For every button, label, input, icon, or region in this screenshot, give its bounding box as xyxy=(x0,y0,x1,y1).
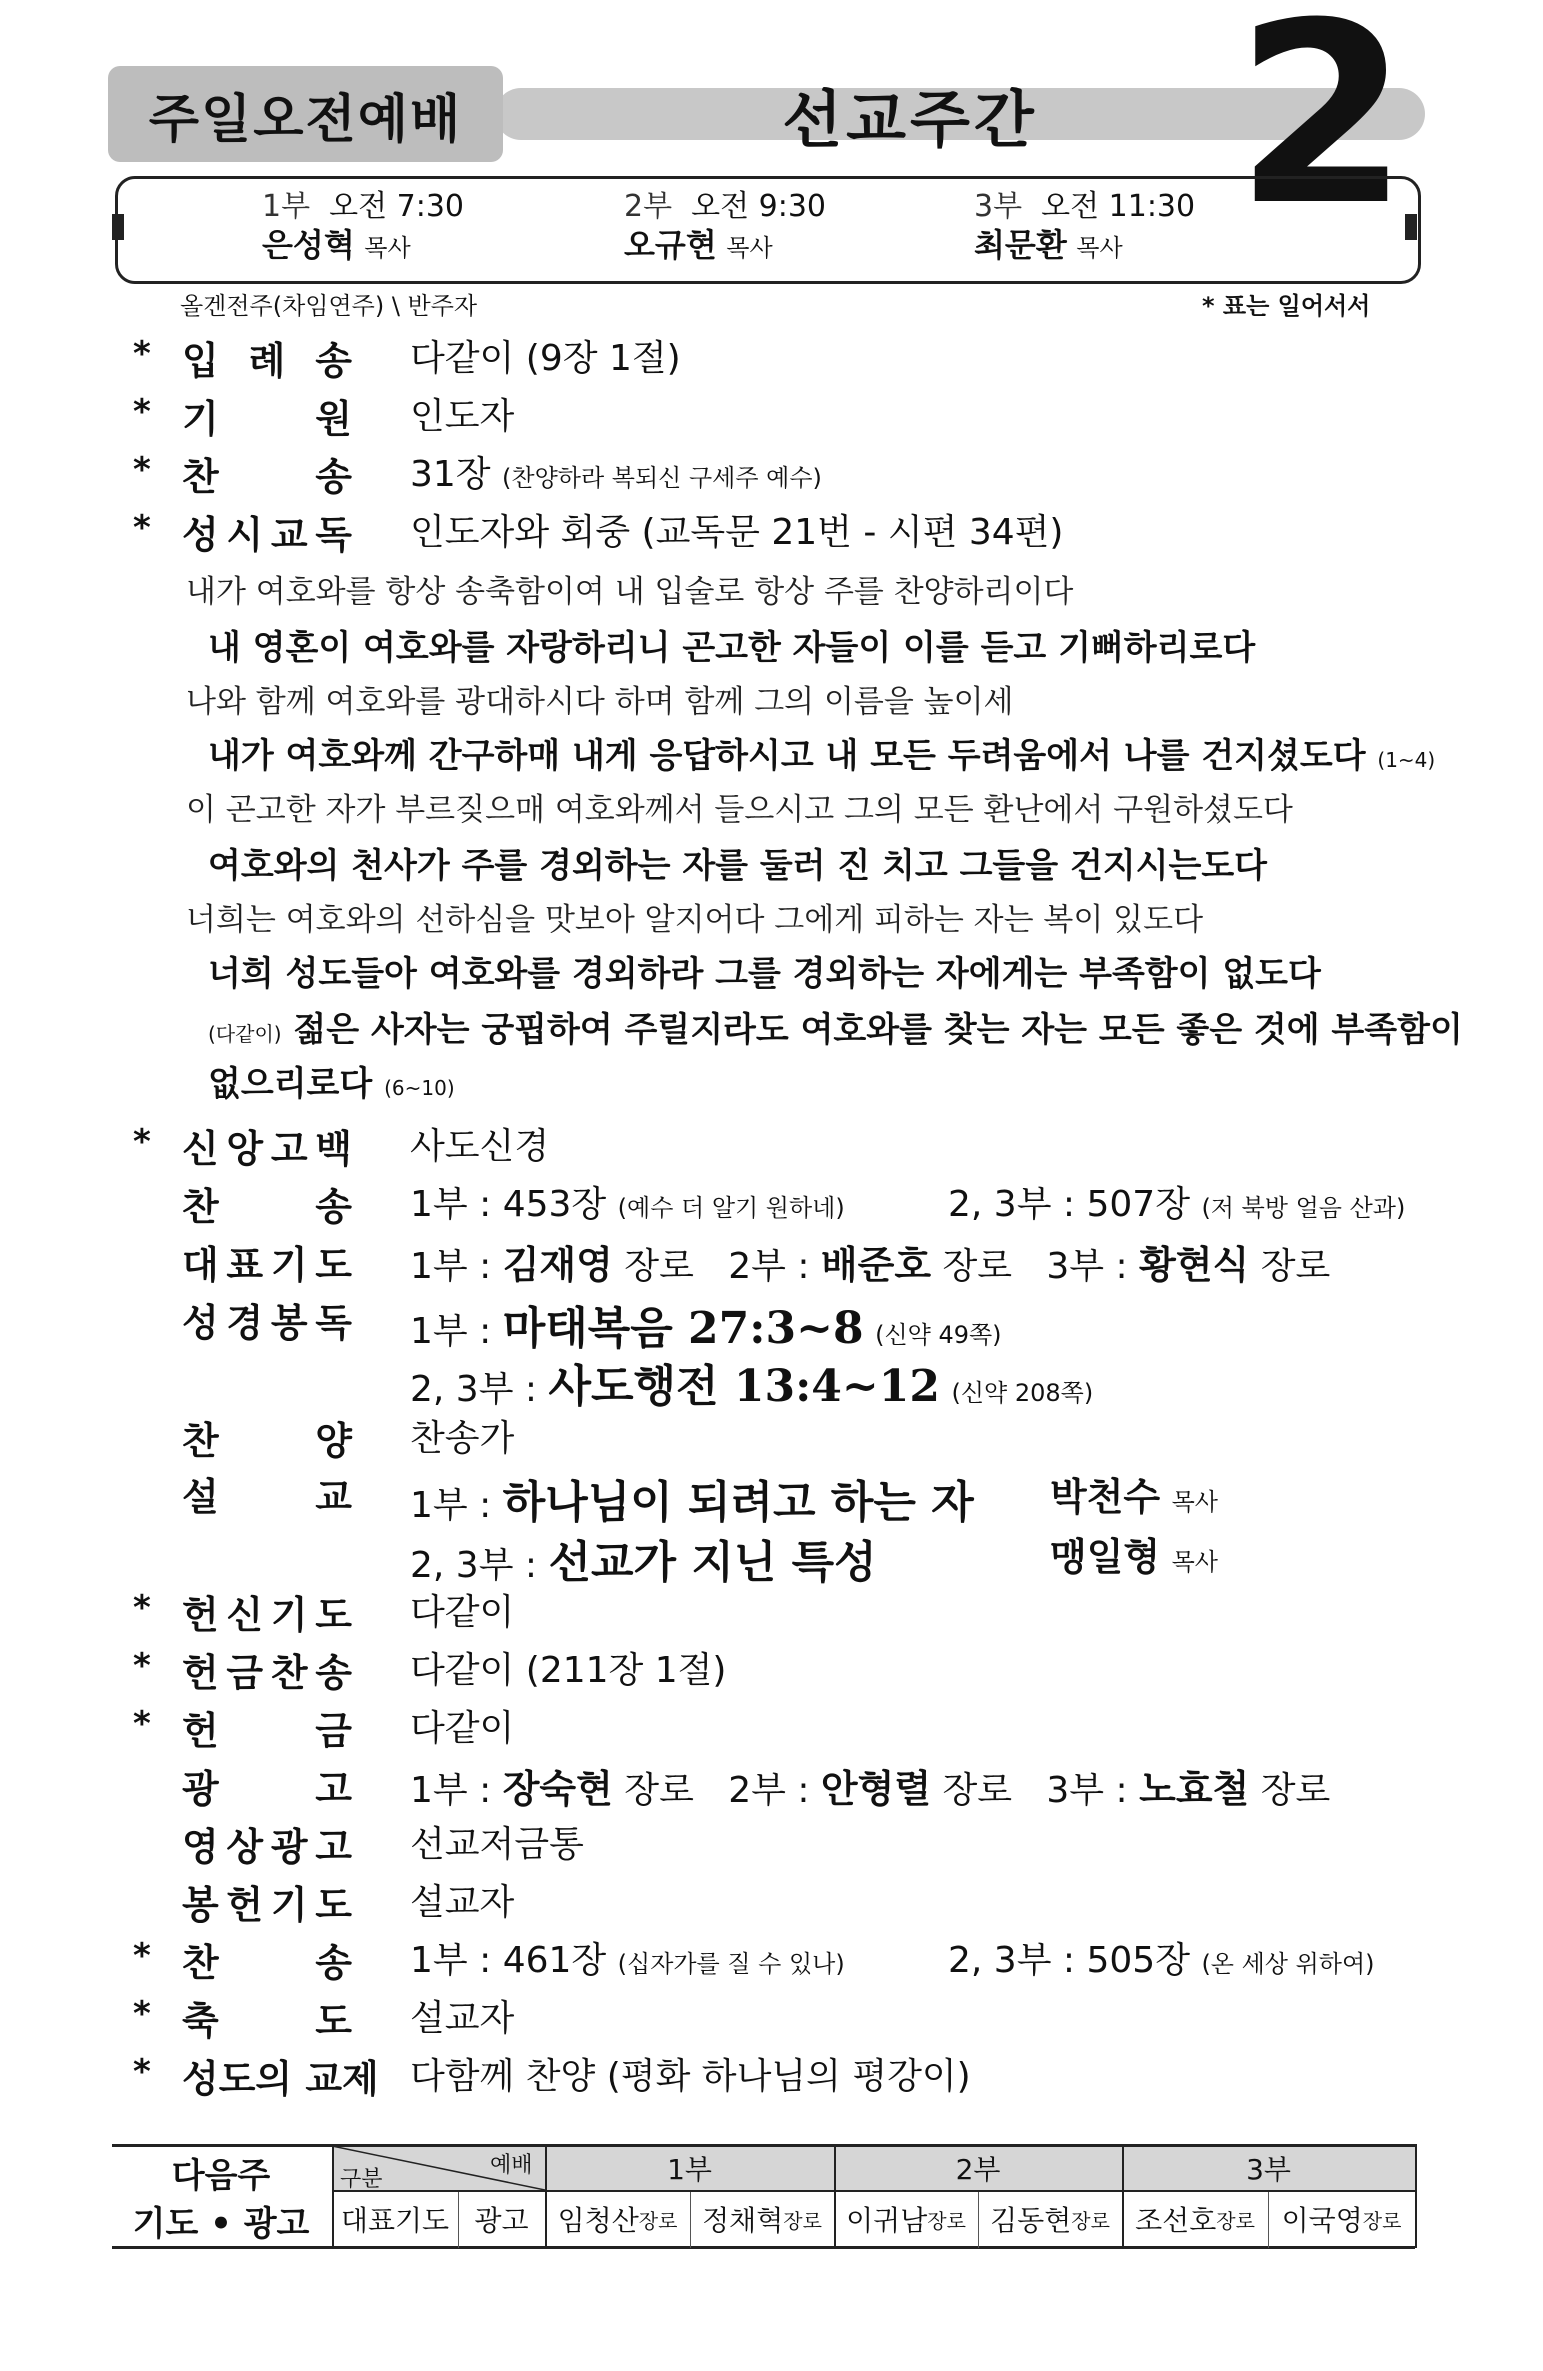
table-part-3: 3부 xyxy=(1246,2153,1291,2186)
organist-note: 올겐전주(차임연주) \ 반주자 xyxy=(180,292,478,320)
corner-bottom-label: 구분 xyxy=(340,2167,383,2192)
order-hymn-3: * 찬 송 1부 : 461장 (십자가를 질 수 있나) 2, 3부 : 505장 (온 세상 위하여) xyxy=(133,1936,1375,1985)
table-cell: 정채혁 장로 xyxy=(702,2204,822,2237)
order-sermon: 설 교 1부 : 하나님이 되려고 하는 자 박천수 목사 xyxy=(182,1475,1218,1528)
next-week-title-2: 기도 • 광고 xyxy=(132,2203,310,2244)
stand-note: * 표는 일어서서 xyxy=(1202,292,1371,320)
order-responsive-reading: * 성 시 교 독 인도자와 회중 (교독문 21번 - 시편 34편) xyxy=(133,508,1064,557)
reading-line-2: 내 영혼이 여호와를 자랑하리니 곤고한 자들이 이를 듣고 기뻐하리로다 xyxy=(208,628,1256,668)
table-part-1: 1부 xyxy=(667,2153,712,2186)
order-entrance: * 입 례 송 다같이 (9장 1절) xyxy=(133,334,681,383)
order-dedication: * 헌 신 기 도 다같이 xyxy=(133,1588,515,1637)
col-prayer-label: 대표기도 xyxy=(340,2204,450,2237)
reading-line-9: (다같이) 젊은 사자는 궁핍하여 주릴지라도 여호와를 찾는 자는 모든 좋은 것에 부족함이 xyxy=(208,1010,1463,1050)
order-sermon-2: 2, 3부 : 선교가 지닌 특성 맹일형 목사 xyxy=(410,1535,1218,1588)
header-title: 선교주간 xyxy=(782,82,1038,156)
service-2: 2부 오전 9:30 오규현 목사 xyxy=(624,189,827,264)
table-bottom-rule xyxy=(112,2246,1415,2249)
service-3: 3부 오전 11:30 최문환 목사 xyxy=(974,189,1196,264)
col-announce-label: 광고 xyxy=(474,2204,529,2237)
order-benediction: * 축 도 설교자 xyxy=(133,1994,515,2043)
reading-line-6: 여호와의 천사가 주를 경외하는 자를 둘러 진 치고 그들을 건지시는도다 xyxy=(208,846,1268,886)
table-cell: 이귀남 장로 xyxy=(846,2204,966,2237)
order-hymn-2: 찬 송 1부 : 453장 (예수 더 알기 원하네) 2, 3부 : 507장 (저 북방 얼음 산과) xyxy=(182,1184,1406,1229)
order-offering: * 헌 금 다같이 xyxy=(133,1704,515,1753)
table-part-2: 2부 xyxy=(955,2153,1001,2186)
box-tab-right xyxy=(1405,214,1417,240)
next-week-title-1: 다음주 xyxy=(171,2155,271,2196)
table-cell: 김동현 장로 xyxy=(990,2204,1110,2237)
reading-line-7: 너희는 여호와의 선하심을 맛보아 알지어다 그에게 피하는 자는 복이 있도다 xyxy=(186,902,1204,938)
table-cell: 조선호 장로 xyxy=(1135,2204,1255,2237)
reading-line-10: 없으리로다 (6~10) xyxy=(208,1064,455,1104)
box-tab-left xyxy=(112,214,124,240)
order-prayer: 대 표 기 도 1부 : 김재영 장로 2부 : 배준호 장로 3부 : 황현식 장로 xyxy=(182,1243,1331,1287)
service-1: 1부 오전 7:30 은성혁 목사 xyxy=(262,189,465,264)
header-label: 주일오전예배 xyxy=(148,89,463,150)
reading-line-1: 내가 여호와를 항상 송축함이여 내 입술로 항상 주를 찬양하리이다 xyxy=(186,574,1074,610)
order-praise: 찬 양 찬송가 xyxy=(182,1418,515,1463)
reading-line-8: 너희 성도들아 여호와를 경외하라 그를 경외하는 자에게는 부족함이 없도다 xyxy=(208,954,1321,994)
table-cell: 이국영 장로 xyxy=(1281,2204,1402,2237)
order-video: 영 상 광 고 선교저금통 xyxy=(182,1824,584,1869)
order-offering-hymn: * 헌 금 찬 송 다같이 (211장 1절) xyxy=(133,1646,727,1695)
reading-line-4: 내가 여호와께 간구하매 내게 응답하시고 내 모든 두려움에서 나를 건지셨도다 (1~4) xyxy=(208,736,1436,776)
order-fellowship: * 성도의 교제 다함께 찬양 (평화 하나님의 평강이) xyxy=(133,2052,971,2101)
order-invocation: * 기 원 인도자 xyxy=(133,392,515,441)
reading-line-5: 이 곤고한 자가 부르짖으매 여호와께서 들으시고 그의 모든 환난에서 구원하셨도다 xyxy=(186,792,1293,828)
order-hymn-1: * 찬 송 31장 (찬양하라 복되신 구세주 예수) xyxy=(133,450,822,499)
order-creed: * 신 앙 고 백 사도신경 xyxy=(133,1122,550,1171)
order-announcements: 광 고 1부 : 장숙현 장로 2부 : 안형렬 장로 3부 : 노효철 장로 xyxy=(182,1767,1331,1811)
order-offer-prayer: 봉 헌 기 도 설교자 xyxy=(182,1882,515,1927)
order-scripture-2: 2, 3부 : 사도행전 13:4~12 (신약 208쪽) xyxy=(410,1361,1094,1412)
reading-line-3: 나와 함께 여호와를 광대하시다 하며 함께 그의 이름을 높이세 xyxy=(186,684,1014,720)
order-scripture: 성 경 봉 독 1부 : 마태복음 27:3~8 (신약 49쪽) xyxy=(182,1301,1002,1354)
week-number: 2 xyxy=(1235,0,1399,260)
table-vline xyxy=(1415,2144,1417,2248)
table-cell: 임청산 장로 xyxy=(557,2204,678,2237)
corner-top-label: 예배 xyxy=(490,2153,533,2178)
